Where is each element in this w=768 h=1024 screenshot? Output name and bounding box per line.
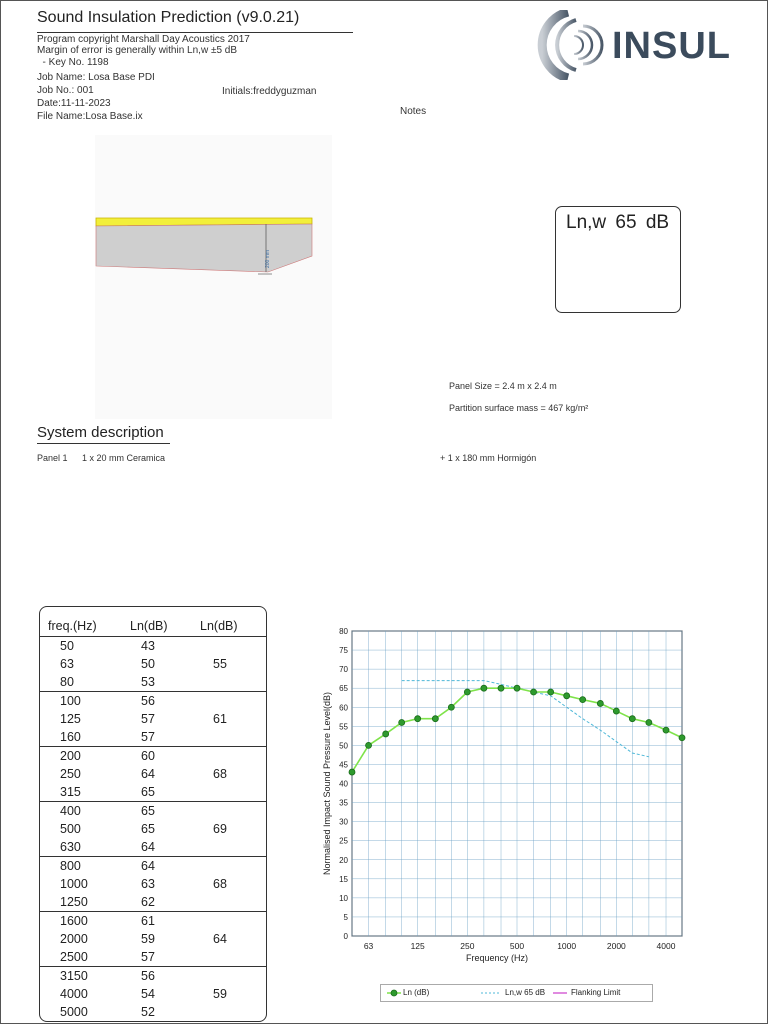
cell-ln: 61 [141,914,155,928]
cell-ln: 64 [141,859,155,873]
thickness-label: 200 mm [265,249,271,268]
x-axis-label: Frequency (Hz) [465,953,529,963]
cell-ln: 43 [141,639,155,653]
logo-wordmark: INSUL [612,25,731,67]
x-tick-label: 250 [460,941,475,951]
table-header [40,607,266,637]
cell-ln: 64 [141,840,155,854]
file-name-line: File Name:Losa Base.ix [37,111,143,122]
cell-ln: 65 [141,822,155,836]
cell-band-ln: 68 [213,877,227,891]
data-point-ln [383,731,389,737]
cell-frequency: 63 [60,657,74,671]
panel-label: Panel 1 [37,453,68,463]
panel-drawing [90,210,320,285]
y-tick-label: 45 [339,760,348,770]
cell-ln: 63 [141,877,155,891]
data-point-ln [531,689,537,695]
cell-frequency: 200 [60,749,81,763]
cell-ln: 62 [141,895,155,909]
table-group [40,967,266,1021]
data-point-ln [663,727,669,733]
data-point-ln [646,720,652,726]
cell-frequency: 5000 [60,1005,88,1019]
cell-ln: 53 [141,675,155,689]
data-point-ln [498,685,504,691]
cell-ln: 52 [141,1005,155,1019]
cell-frequency: 1000 [60,877,88,891]
col-ln: Ln(dB) [130,619,168,633]
layer-2: + 1 x 180 mm Hormigón [440,453,537,463]
cell-frequency: 1250 [60,895,88,909]
legend-lnw: Ln,w 65 dB [505,988,546,997]
y-tick-label: 10 [339,893,348,903]
cell-frequency: 160 [60,730,81,744]
cell-ln: 54 [141,987,155,1001]
legend-lnw-marker [481,988,501,998]
cell-band-ln: 55 [213,657,227,671]
y-tick-label: 50 [339,741,348,751]
chart-legend [380,984,653,1002]
notes-label: Notes [400,106,427,117]
y-tick-label: 40 [339,779,348,789]
cell-frequency: 400 [60,804,81,818]
table-group [40,637,266,692]
data-point-ln [366,742,372,748]
y-tick-label: 80 [339,627,348,636]
y-tick-label: 0 [343,932,348,941]
initials-line: Initials:freddyguzman [222,86,317,97]
y-axis-label: Normalised Impact Sound Pressure Level(dB) [322,691,332,876]
legend-ln-marker [387,988,401,998]
key-line: - Key No. 1198 [37,57,109,68]
table-group [40,692,266,747]
y-tick-label: 60 [339,703,348,713]
layer-1: 1 x 20 mm Ceramica [82,453,166,463]
data-point-ln [349,769,355,775]
cell-frequency: 1600 [60,914,88,928]
data-point-ln [679,735,685,741]
data-point-ln [514,685,520,691]
cell-ln: 59 [141,932,155,946]
cell-frequency: 2000 [60,932,88,946]
legend-ln: Ln (dB) [403,988,430,997]
cell-ln: 65 [141,804,155,818]
cell-frequency: 4000 [60,987,88,1001]
cell-frequency: 630 [60,840,81,854]
data-point-ln [629,716,635,722]
table-group [40,802,266,857]
table-group [40,912,266,967]
job-name-line: Job Name: Losa Base PDI [37,72,155,83]
cell-band-ln: 61 [213,712,227,726]
frequency-table [39,606,267,1022]
cell-ln: 56 [141,694,155,708]
cell-ln: 64 [141,767,155,781]
data-point-ln [597,700,603,706]
cell-frequency: 800 [60,859,81,873]
data-point-ln [481,685,487,691]
x-tick-label: 125 [410,941,425,951]
col-freq: freq.(Hz) [48,619,97,633]
x-tick-label: 500 [509,941,525,951]
data-point-ln [564,693,570,699]
title-underline [37,32,353,33]
y-tick-label: 65 [339,684,348,694]
data-point-ln [448,704,454,710]
cell-ln: 65 [141,785,155,799]
panel-size: Panel Size = 2.4 m x 2.4 m [449,381,557,391]
cell-frequency: 125 [60,712,81,726]
data-point-ln [613,708,619,714]
cell-frequency: 100 [60,694,81,708]
job-no-line: Job No.: 001 [37,85,94,96]
data-point-ln [415,716,421,722]
y-tick-label: 70 [339,665,348,675]
cell-frequency: 80 [60,675,74,689]
x-tick-label: 1000 [557,941,577,951]
legend-flanking-marker [553,988,567,998]
data-point-ln [432,716,438,722]
cell-ln: 56 [141,969,155,983]
table-group [40,747,266,802]
impact-chart [318,620,688,980]
col-ln-band: Ln(dB) [200,619,238,633]
date-line: Date:11-11-2023 [37,98,111,109]
y-tick-label: 55 [339,722,348,732]
page-title: Sound Insulation Prediction (v9.0.21) [37,9,300,26]
legend-flanking: Flanking Limit [571,988,621,997]
cell-band-ln: 68 [213,767,227,781]
data-point-ln [580,697,586,703]
cell-frequency: 50 [60,639,74,653]
cell-band-ln: 64 [213,932,227,946]
y-tick-label: 75 [339,646,348,656]
rating-value: Ln,w 65 dB [566,212,670,233]
x-tick-label: 4000 [656,941,676,951]
cell-ln: 57 [141,950,155,964]
system-description-title: System description [37,424,164,441]
cell-ln: 57 [141,712,155,726]
y-tick-label: 35 [339,798,348,808]
y-tick-label: 30 [339,817,348,827]
cell-ln: 50 [141,657,155,671]
y-tick-label: 25 [339,836,348,846]
cell-ln: 60 [141,749,155,763]
y-tick-label: 5 [343,912,348,922]
cell-band-ln: 69 [213,822,227,836]
cell-ln: 57 [141,730,155,744]
cell-frequency: 500 [60,822,81,836]
y-tick-label: 20 [339,855,348,865]
x-tick-label: 63 [363,941,374,951]
cell-frequency: 315 [60,785,81,799]
surface-mass: Partition surface mass = 467 kg/m² [449,403,589,413]
cell-band-ln: 59 [213,987,227,1001]
y-tick-label: 15 [339,874,348,884]
margin-line: Margin of error is generally within Ln,w ±5 dB [37,45,238,56]
system-underline [37,443,170,444]
copyright-line: Program copyright Marshall Day Acoustics 2017 [37,34,250,45]
table-group [40,857,266,912]
x-tick-label: 2000 [606,941,626,951]
data-point-ln [399,720,405,726]
data-point-ln [548,689,554,695]
data-point-ln [464,689,470,695]
cell-frequency: 3150 [60,969,88,983]
cell-frequency: 250 [60,767,81,781]
cell-frequency: 2500 [60,950,88,964]
